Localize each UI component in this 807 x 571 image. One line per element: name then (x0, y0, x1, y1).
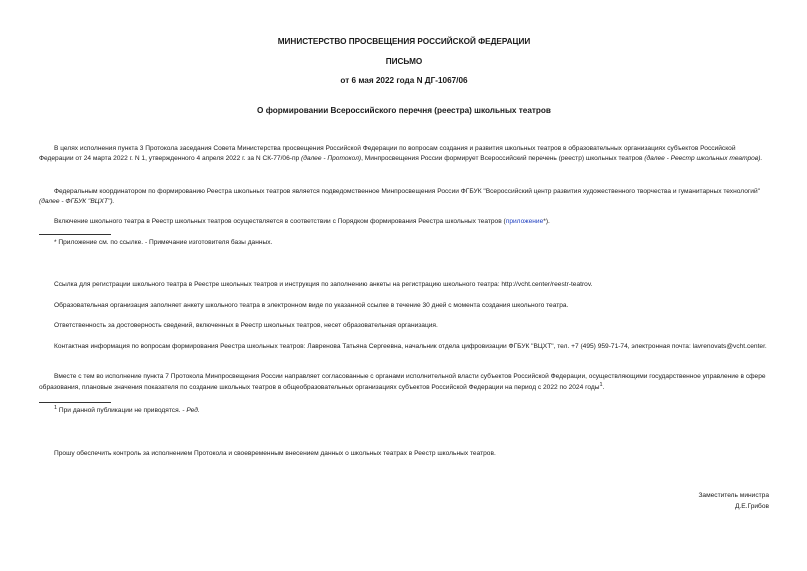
paragraph-1-text-b: , Минпросвещения России формирует Всероссийский перечень (реестр) школьных театров (361, 154, 645, 162)
paragraph-1-text-a: В целях исполнения пункта 3 Протокола заседания Совета Министерства просвещения Российской Федерации по вопросам создания и развития школьных театров в образовательных организациях субъектов Российской Федерации от 24 марта 2022 г. N 1, утвержденного 4 апреля 2022 г. за N СК-77/06-пр (39, 145, 736, 162)
footnote-2-text: При данной публикации не приводятся. - (57, 407, 187, 415)
paragraph-1-italic-a: (далее - Протокол) (301, 154, 362, 162)
appendix-link[interactable]: приложение (505, 218, 544, 225)
date-number-heading: от 6 мая 2022 года N ДГ-1067/06 (340, 76, 468, 85)
footnote-2-mark: 1 (54, 405, 58, 411)
paragraph-1-italic-b: (далее - Реестр школьных театров). (644, 154, 763, 162)
paragraph-5: Образовательная организация заполняет анкету школьного театра в электронном виде по указанной ссылке в течение 30 дней с момента создания школьного театра. (54, 302, 569, 309)
paragraph-4: Ссылка для регистрации школьного театра в Реестре школьных театров и инструкция по заполнению анкеты на регистрацию школьного театра: http://vcht.center/reestr-teatrov. (54, 281, 593, 288)
paragraph-9: Прошу обеспечить контроль за исполнением Протокола и своевременным внесением данных о школьных театрах в Реестр школьных театров. (54, 450, 496, 457)
paragraph-2-text: Федеральным координатором по формированию Реестра школьных театров является подведомственное Минпросвещения России ФГБУК "Всероссийский центр развития художественного творчества и гуманитарных технологий" (54, 188, 760, 195)
ministry-heading: МИНИСТЕРСТВО ПРОСВЕЩЕНИЯ РОССИЙСКОЙ ФЕДЕРАЦИИ (277, 37, 531, 46)
paragraph-8-end: . (602, 383, 605, 391)
doc-type-heading: ПИСЬМО (385, 57, 423, 66)
paragraph-7: Контактная информация по вопросам формирования Реестра школьных театров: Лавренова Татьяна Сергеевна, начальник отдела цифровизации ФГБУК "ВЦХТ", тел. +7 (495) 959-71-74, электронная почта: lavrenovats@vcht.center. (54, 343, 767, 350)
paragraph-1 (39, 144, 769, 163)
paragraph-3 (39, 217, 769, 227)
paragraph-6: Ответственность за достоверность сведений, включенных в Реестр школьных театров, несет образовательная организация. (54, 322, 438, 329)
signature-position: Заместитель министра (698, 492, 769, 499)
paragraph-8-text: Вместе с тем во исполнение пункта 7 Протокола Минпросвещения России направляет согласованные с органами исполнительной власти субъектов Российской Федерации, осуществляющими государственное управление в сфере образования, плановые значения показателя по создание школьных театров в общеобразовательных организациях субъектов Российской Федерации на период с 2022 по 2024 годы (39, 373, 766, 391)
footnote-2 (54, 405, 754, 416)
document-subject: О формировании Всероссийского перечня (реестра) школьных театров (257, 106, 551, 115)
signature-name: Д.Е.Грибов (734, 503, 769, 510)
paragraph-8-footnote-mark: 1 (599, 381, 603, 388)
footnote-divider-2 (39, 402, 111, 403)
paragraph-8 (39, 372, 769, 392)
paragraph-2 (39, 187, 769, 206)
footnote-1: * Приложение см. по ссылке. - Примечание изготовителя базы данных. (54, 239, 273, 246)
paragraph-3-text-b: *). (543, 218, 550, 225)
footnote-2-italic: Ред. (186, 407, 200, 415)
paragraph-2-italic: (далее - ФГБУК "ВЦХТ"). (39, 197, 115, 205)
paragraph-3-text-a: Включение школьного театра в Реестр школьных театров осуществляется в соответствии с Порядком формирования Реестра школьных театров ( (54, 218, 506, 225)
footnote-divider-1 (39, 234, 111, 235)
